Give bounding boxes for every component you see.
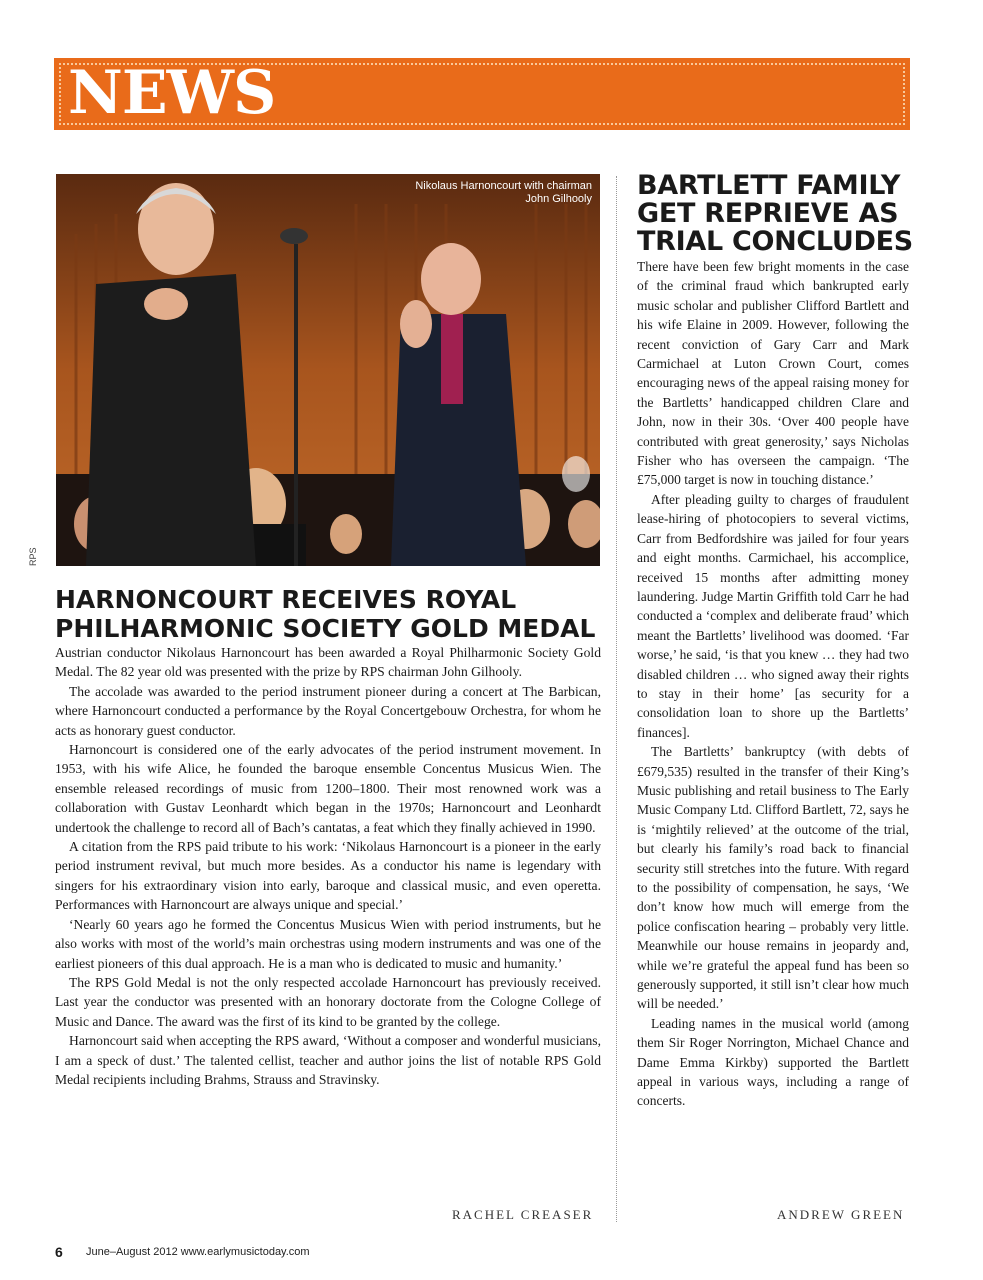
left-paragraph: Harnoncourt is considered one of the early advocates of the period instrument movement. In 1953, with his wife Alice, he founded the baroque ensemble Concentus Musicus Wien. The ensemble released recordings of music from 1200–1800. Their most renowned work was a collaboration with Gustav Leonhardt which began in the 1970s; Harnoncourt and Leonhardt undertook the challenge to record all of Bach’s cantatas, a feat which they finally achieved in 1990. bbox=[55, 742, 601, 835]
right-paragraph: There have been few bright moments in the case of the criminal fraud which bankrupted early music scholar and publisher Clifford Bartlett and his wife Elaine in 2009. However, following the recent conviction of Gary Carr and Mark Carmichael at Luton Crown Court, comes encouraging news of the appeal raising money for the Bartletts’ handicapped children Clare and John, now in their 30s. ‘Over 400 people have contributed with great generosity,’ says Nicholas Fisher who has overseen the campaign. ‘The £75,000 target is now in touching distance.’ bbox=[637, 259, 909, 488]
left-paragraph: Austrian conductor Nikolaus Harnoncourt has been awarded a Royal Philharmonic Society Gold Medal. The 82 year old was presented with the prize by RPS chairman John Gilhooly. bbox=[55, 645, 601, 680]
right-article-headline: BARTLETT FAMILY GET REPRIEVE AS TRIAL CONCLUDES bbox=[637, 170, 913, 257]
left-article-headline: HARNONCOURT RECEIVES ROYAL PHILHARMONIC SOCIETY GOLD MEDAL bbox=[55, 585, 596, 643]
left-paragraph: The accolade was awarded to the period instrument pioneer during a concert at The Barbican, where Harnoncourt conducted a performance by the Royal Concertgebouw Orchestra, for whom he acts as honorary guest conductor. bbox=[55, 683, 601, 738]
left-paragraph: A citation from the RPS paid tribute to his work: ‘Nikolaus Harnoncourt is a pioneer in the early period instrument revival, but much more besides. As a conductor his name is legendary with singers for his extraordinary vision into early, baroque and classical music, and even operetta. Performances with Harnoncourt are always unique and special.’ bbox=[55, 839, 601, 913]
left-paragraph: The RPS Gold Medal is not the only respected accolade Harnoncourt has previously received. Last year the conductor was presented with an honorary doctorate from the Cologne College of Music and Dance. The award was the first of its kind to be granted by the college. bbox=[55, 974, 601, 1029]
column-divider bbox=[616, 176, 617, 1222]
left-paragraph: ‘Nearly 60 years ago he formed the Concentus Musicus Wien with period instruments, but he also works with most of the world’s main orchestras using modern instruments and was one of the earliest pioneers of this dual approach. He is a man who is dedicated to music and humanity.’ bbox=[55, 916, 601, 971]
photo-illustration bbox=[56, 174, 600, 566]
photo-caption: Nikolaus Harnoncourt with chairman John Gilhooly bbox=[415, 180, 592, 205]
right-article-body bbox=[637, 257, 909, 1111]
page-number: 6 bbox=[55, 1244, 63, 1260]
right-paragraph: After pleading guilty to charges of fraudulent lease-hiring of photocopiers to several victims, Carr from Bedfordshire was jailed for four years and eight months. Carmichael, his accomplice, received 15 months after admitting money laundering. Judge Martin Griffith told Carr he had conducted a ‘complex and deliberate fraud’ which meant the Bartletts’ livelihood was doomed. ‘Far worse,’ he said, ‘is that you knew … they had two disabled children … who signed away their rights to stay in their home’ [as security for a consolidation loan to shore up the Bartletts’ finances]. bbox=[637, 491, 909, 740]
article-photo bbox=[56, 174, 600, 566]
left-article-byline: RACHEL CREASER bbox=[452, 1207, 594, 1222]
section-title: NEWS bbox=[68, 58, 276, 128]
footer-issue-url: June–August 2012 www.earlymusictoday.com bbox=[86, 1246, 310, 1258]
photo-credit: RPS bbox=[28, 547, 38, 566]
left-article-body bbox=[55, 643, 601, 1089]
news-banner bbox=[54, 58, 910, 130]
left-paragraph: Harnoncourt said when accepting the RPS award, ‘Without a composer and wonderful musicians, I am a speck of dust.’ The talented cellist, teacher and author joins the list of notable RPS Gold Medal recipients including Brahms, Strauss and Stravinsky. bbox=[55, 1033, 601, 1087]
right-paragraph: The Bartletts’ bankruptcy (with debts of £679,535) resulted in the transfer of their King’s Music publishing and retail business to The Early Music Company Ltd. Clifford Bartlett, 72, says he is ‘mightily relieved’ at the outcome of the trial, but clearly his family’s road back to financial security still stretches into the future. With regard to the possibility of compensation, he says, ‘We don’t know how much will emerge from the police confiscation hearing – probably very little. Meanwhile our house remains in jeopardy and, while we’re grateful the appeal fund has been so generously supported, it still isn’t clear how much will be needed.’ bbox=[637, 744, 909, 1012]
right-paragraph: Leading names in the musical world (among them Sir Roger Norrington, Michael Chance and Dame Emma Kirkby) supported the Bartlett appeal in various ways, including a range of concerts. bbox=[637, 1015, 909, 1109]
right-article-byline: ANDREW GREEN bbox=[777, 1207, 905, 1222]
